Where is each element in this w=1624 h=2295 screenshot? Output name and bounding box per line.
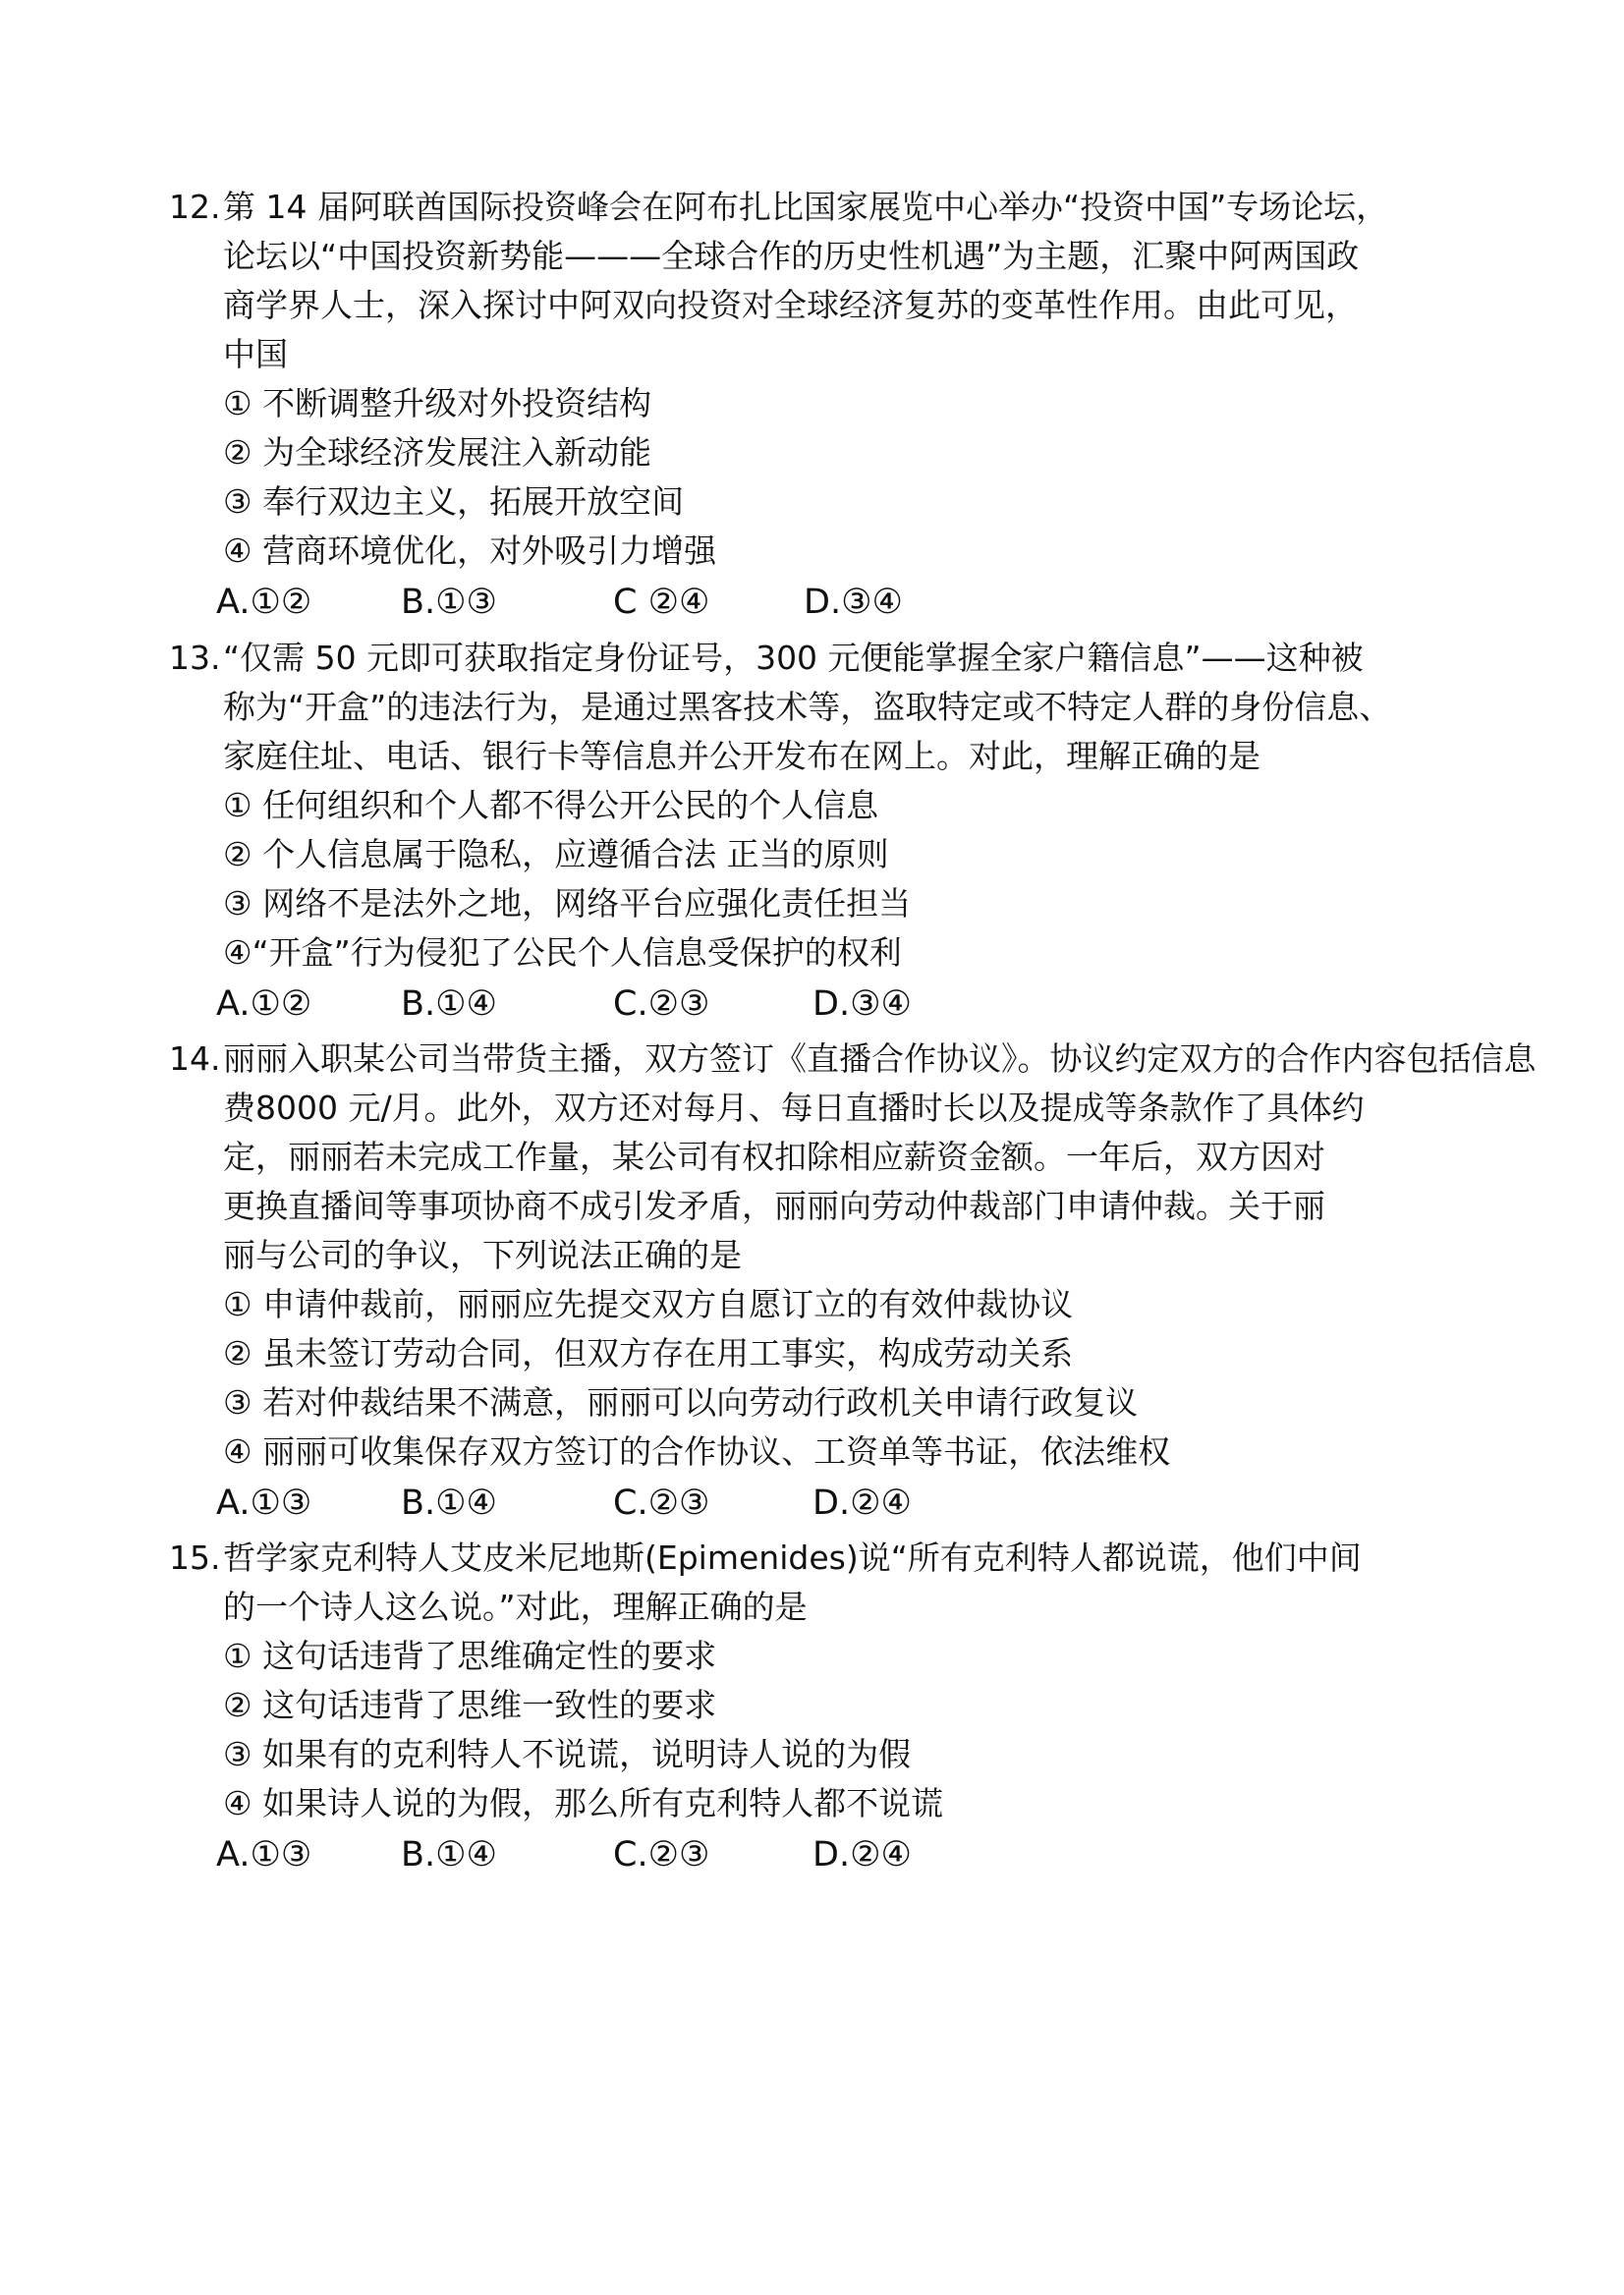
question-14 — [169, 1035, 1613, 1530]
statement-option: ④ 如果诗人说的为假，那么所有克利特人都不说谎 — [223, 1784, 944, 1822]
statement-option: ② 为全球经济发展注入新动能 — [223, 433, 652, 472]
choice-d: D.②④ — [812, 1483, 912, 1523]
statement-option: ① 申请仲裁前，丽丽应先提交双方自愿订立的有效仲裁协议 — [223, 1285, 1074, 1323]
statement-option: ③ 网络不是法外之地，网络平台应强化责任担当 — [223, 884, 912, 923]
choice-b: B.①③ — [401, 583, 497, 622]
question-stem-line: 费8000 元/月。此外，双方还对每月、每日直播时长以及提成等条款作了具体约 — [223, 1089, 1365, 1127]
question-number: 14. — [169, 1039, 221, 1078]
choice-a: A.①② — [216, 984, 312, 1024]
answer-choices — [169, 1477, 1613, 1530]
question-stem-line: 更换直播间等事项协商不成引发矛盾，丽丽向劳动仲裁部门申请仲裁。关于丽 — [223, 1187, 1325, 1225]
question-stem-line: 定，丽丽若未完成工作量，某公司有权扣除相应薪资金额。一年后，双方因对 — [223, 1138, 1325, 1176]
question-number: 15. — [169, 1539, 221, 1577]
statement-option: ③ 若对仲裁结果不满意，丽丽可以向劳动行政机关申请行政复议 — [223, 1383, 1139, 1422]
question-stem-line: 的一个诗人这么说。”对此，理解正确的是 — [223, 1588, 808, 1626]
question-stem-line: 15.哲学家克利特人艾皮米尼地斯(Epimenides)说“所有克利特人都说谎，他们中间 — [169, 1534, 1613, 1583]
choice-a: A.①② — [216, 583, 312, 622]
choice-b: B.①④ — [401, 1835, 497, 1875]
question-stem-line: 商学界人士，深入探讨中阿双向投资对全球经济复苏的变革性作用。由此可见， — [223, 286, 1358, 324]
choice-a: A.①③ — [216, 1483, 312, 1523]
statement-option: ④ 营商环境优化，对外吸引力增强 — [223, 532, 717, 570]
choice-a: A.①③ — [216, 1835, 312, 1875]
statement-option: ① 不断调整升级对外投资结构 — [223, 384, 652, 422]
question-stem-line: 13.“仅需 50 元即可获取指定身份证号，300 元便能掌握全家户籍信息”——这种被 — [169, 634, 1613, 683]
statement-option: ③ 奉行双边主义，拓展开放空间 — [223, 482, 685, 521]
question-stem-line: 14.丽丽入职某公司当带货主播，双方签订《直播合作协议》。协议约定双方的合作内容包括信息 — [169, 1035, 1613, 1084]
question-15 — [169, 1534, 1613, 1881]
statement-option: ① 任何组织和个人都不得公开公民的个人信息 — [223, 786, 879, 824]
choice-c: C ②④ — [613, 583, 710, 622]
question-13 — [169, 634, 1613, 1031]
choice-d: D.③④ — [804, 583, 903, 622]
choice-c: C.②③ — [613, 984, 710, 1024]
statement-option: ③ 如果有的克利特人不说谎，说明诗人说的为假 — [223, 1735, 912, 1773]
question-number: 12. — [169, 188, 221, 226]
question-stem-line: 丽与公司的争议，下列说法正确的是 — [223, 1236, 742, 1274]
statement-option: ④ 丽丽可收集保存双方签订的合作协议、工资单等书证，依法维权 — [223, 1432, 1171, 1471]
statement-option: ② 虽未签订劳动合同，但双方存在用工事实，构成劳动关系 — [223, 1334, 1074, 1372]
statement-option: ② 这句话违背了思维一致性的要求 — [223, 1686, 717, 1724]
question-stem-line: 称为“开盒”的违法行为，是通过黑客技术等，盗取特定或不特定人群的身份信息、 — [223, 688, 1392, 726]
question-stem-line: 中国 — [223, 335, 288, 373]
choice-d: D.②④ — [812, 1835, 912, 1875]
question-number: 13. — [169, 639, 221, 677]
question-12 — [169, 183, 1613, 629]
statement-option: ④“开盒”行为侵犯了公民个人信息受保护的权利 — [223, 933, 902, 972]
question-stem-line: 论坛以“中国投资新势能———全球合作的历史性机遇”为主题，汇聚中阿两国政 — [223, 237, 1360, 275]
question-stem-line: 12.第 14 届阿联酋国际投资峰会在阿布扎比国家展览中心举办“投资中国”专场论坛， — [169, 183, 1613, 232]
answer-choices — [169, 978, 1613, 1031]
choice-c: C.②③ — [613, 1835, 710, 1875]
choice-b: B.①④ — [401, 1483, 497, 1523]
question-stem-line: 家庭住址、电话、银行卡等信息并公开发布在网上。对此，理解正确的是 — [223, 737, 1260, 775]
statement-option: ② 个人信息属于隐私，应遵循合法 正当的原则 — [223, 835, 889, 873]
choice-b: B.①④ — [401, 984, 497, 1024]
statement-option: ① 这句话违背了思维确定性的要求 — [223, 1637, 717, 1675]
answer-choices — [169, 576, 1613, 629]
choice-c: C.②③ — [613, 1483, 710, 1523]
choice-d: D.③④ — [812, 984, 912, 1024]
answer-choices — [169, 1828, 1613, 1881]
